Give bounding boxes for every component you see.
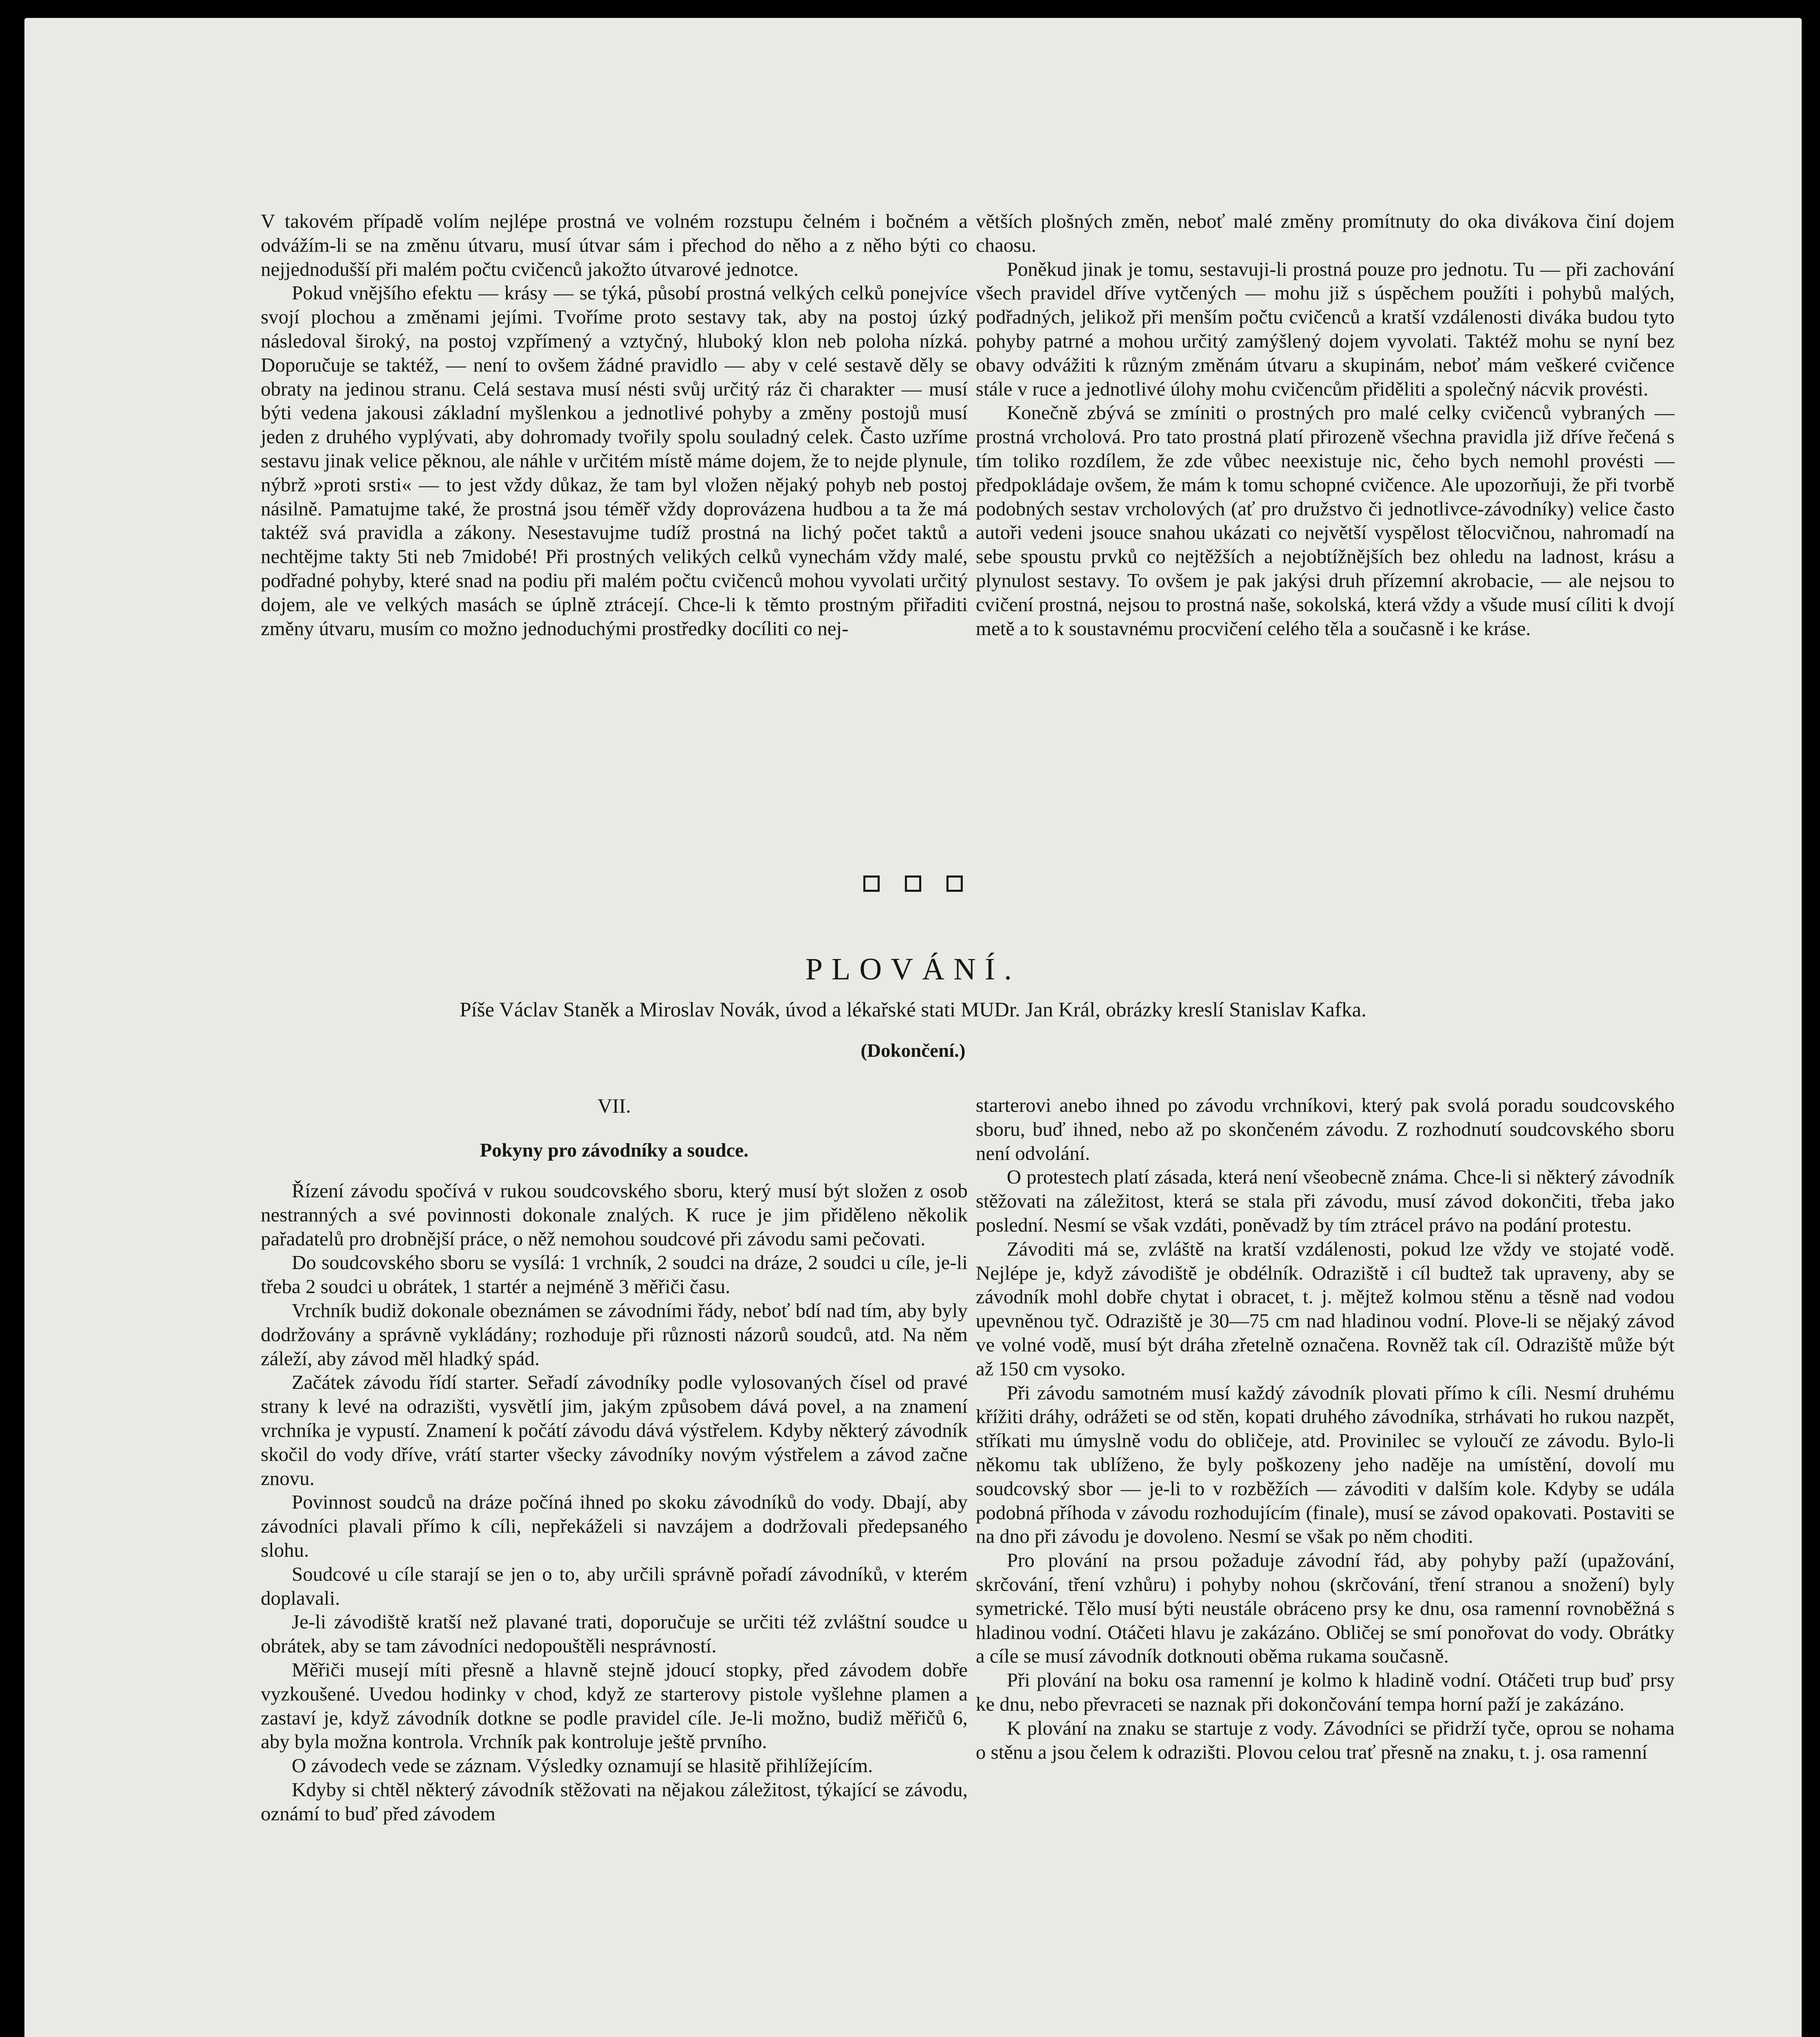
paragraph: Řízení závodu spočívá v rukou soudcovského sboru, který musí být složen z osob nestranných a své povinnosti dokonale znalých. K ruce je jim přiděleno několik pařadatelů pro drobnější práce, o něž nemohou soudcové při závodu sami pečovati. (261, 1179, 968, 1250)
paragraph: Je-li závodiště kratší než plavané trati, doporučuje se určiti též zvláštní soudce u obrátek, aby se tam závodníci nedopouštěli nesprávností. (261, 1610, 968, 1657)
column-top-left (261, 209, 968, 640)
paragraph: Měřiči musejí míti přesně a hlavně stejně jdoucí stopky, před závodem dobře vyzkoušené. Uvedou hodinky v chod, když ze starterovy pistole vyšlehne plamen a zastaví je, když závodník dotkne se podle pravidel cíle. Je-li možno, budiž měřičů 6, aby byla možna kontrola. Vrchník pak kontroluje ještě prvního. (261, 1658, 968, 1753)
section-divider (24, 876, 1802, 892)
article-title: PLOVÁNÍ. (805, 952, 1021, 986)
page-sheet (24, 18, 1802, 2037)
paragraph: Při závodu samotném musí každý závodník plovati přímo k cíli. Nesmí druhému křížiti dráhy, odrážeti se od stěn, kopati druhého závodníka, strhávati ho rukou nazpět, stříkati mu úmyslně vodu do obličeje, atd. Provinilec se vyloučí ze závodu. Bylo-li někomu tak ublíženo, že byly poškozeny jeho naděje na umístění, dovolí mu soudcovský sbor — je-li to v rozběžích — závoditi v dalším kole. Kdyby se udála podobná příhoda v závodu rozhodujícím (finale), musí se závod opakovati. Postaviti se na dno při závodu je dovoleno. Nesmí se však po něm choditi. (976, 1381, 1675, 1548)
column-bottom-left (261, 1179, 968, 1826)
section-number: VII. (597, 1094, 631, 1117)
article-byline: Píše Václav Staněk a Miroslav Novák, úvod a lékařské stati MUDr. Jan Král, obrázky kreslí Stanislav Kafka. (460, 999, 1367, 1021)
paragraph: O protestech platí zásada, která není všeobecně známa. Chce-li si některý závodník stěžovati na záležitost, která se stala při závodu, musí závod dokončiti, třeba jako poslední. Nesmí se však vzdáti, poněvadž by tím ztrácel právo na podání protestu. (976, 1166, 1675, 1236)
paragraph: Závoditi má se, zvláště na kratší vzdálenosti, pokud lze vždy ve stojaté vodě. Nejlépe je, když závodiště je obdélník. Odraziště i cíl budtež tak upraveny, aby se závodník mohl dobře chytat i obracet, t. j. mějtež kolmou stěnu a těsně nad vodou upevněnou tyč. Odraziště je 30—75 cm nad hladinou vodní. Plove-li se nějaký závod ve volné vodě, musí být dráha zřetelně označena. Rovněž tak cíl. Odraziště může být až 150 cm vysoko. (976, 1237, 1675, 1380)
paragraph: Do soudcovského sboru se vysílá: 1 vrchník, 2 soudci na dráze, 2 soudci u cíle, je-li třeba 2 soudci u obrátek, 1 startér a nejméně 3 měřiči času. (261, 1251, 968, 1298)
divider-square-icon (946, 876, 963, 892)
paragraph: Konečně zbývá se zmíniti o prostných pro malé celky cvičenců vybraných — prostná vrcholová. Pro tato prostná platí přirozeně všechna pravidla již dříve řečená s tím toliko rozdílem, že zde vůbec neexistuje nic, čeho bych nemohl provésti — předpokládaje ovšem, že mám k tomu schopné cvičence. Ale upozorňuji, že při tvorbě podobných sestav vrcholových (ať pro družstvo či jednotlivce-závodníky) velice často autoři vedeni jsouce snahou ukázati co největší vyspělost tělocvičnou, nahromadí na sebe spoustu prvků co nejtěžších a nejobtížnějších bez ohledu na ladnost, krásu a plynulost sestavy. To ovšem je pak jakýsi druh přízemní akrobacie, — ale nejsou to cvičení prostná, nejsou to prostná naše, sokolská, která vždy a všude musí cíliti k dvojí metě a to k soustavnému procvičení celého těla a současně i ke kráse. (976, 401, 1675, 640)
paragraph: Vrchník budiž dokonale obeznámen se závodními řády, neboť bdí nad tím, aby byly dodržovány a správně vykládány; rozhoduje při různosti názorů soudců, atd. Na něm záleží, aby závod měl hladký spád. (261, 1299, 968, 1370)
paragraph: Povinnost soudců na dráze počíná ihned po skoku závodníků do vody. Dbají, aby závodníci plavali přímo k cíli, nepřekáželi si navzájem a dodržovali předepsaného slohu. (261, 1491, 968, 1561)
paragraph: Pro plování na prsou požaduje závodní řád, aby pohyby paží (upažování, skrčování, tření vzhůru) i pohyby nohou (skrčování, tření stranou a snožení) byly symetrické. Tělo musí býti neustále obráceno prsy ke dnu, osa ramenní rovnoběžná s hladinou vodní. Otáčeti hlavu je zakázáno. Obličej se smí ponořovat do vody. Obrátky a cíle se musí závodník dotknouti oběma rukama současně. (976, 1549, 1675, 1667)
column-top-right (976, 209, 1675, 640)
paragraph: Začátek závodu řídí starter. Seřadí závodníky podle vylosovaných čísel od pravé strany k levé na odrazišti, vysvětlí jim, jakým způsobem dává povel, a na znamení vrchníka je vypustí. Znamení k počátí závodu dává výstřelem. Kdyby některý závodník skočil do vody dříve, vrátí starter všecky závodníky novým výstřelem a závod začne znovu. (261, 1371, 968, 1489)
divider-square-icon (905, 876, 921, 892)
paragraph: K plování na znaku se startuje z vody. Závodníci se přidrží tyče, oprou se nohama o stěnu a jsou čelem k odrazišti. Plovou celou trať přesně na znaku, t. j. osa ramenní (976, 1716, 1675, 1763)
paragraph: Pokud vnějšího efektu — krásy — se týká, působí prostná velkých celků ponejvíce svojí plochou a změnami jejími. Tvoříme proto sestavy tak, aby na postoj úzký následoval široký, na postoj vzpřímený a vztyčný, hluboký klon neb poloha nízká. Doporučuje se taktéž, — není to ovšem žádné pravidlo — aby v celé sestavě děly se obraty na jedinou stranu. Celá sestava musí nésti svůj určitý ráz či charakter — musí býti vedena jakousi základní myšlenkou a jednotlivé pohyby a změny postojů musí jeden z druhého vyplývati, aby dohromady tvořily spolu souladný celek. Často uzříme sestavu jinak velice pěknou, ale náhle v určitém místě máme dojem, že to nejde plynule, nýbrž »proti srsti« — to jest vždy důkaz, že tam byl vložen nějaký pohyb neb postoj násilně. Pamatujme také, že prostná jsou téměř vždy doprovázena hudbou a ta že má taktéž svá pravidla a zákony. Nesestavujme tudíž prostná na lichý počet taktů a nechtějme takty 5ti neb 7midobé! Při prostných velikých celků vynechám vždy malé, podřadné pohyby, které snad na podiu při malém počtu cvičenců mohou vyvolati určitý dojem, ale ve velkých masách se úplně ztrácejí. Chce-li k těmto prostným přiřaditi změny útvaru, musím co možno jednoduchými prostředky docíliti co nej- (261, 282, 968, 640)
divider-square-icon (863, 876, 880, 892)
paragraph: starterovi anebo ihned po závodu vrchníkovi, který pak svolá poradu soudcovského sboru, buď ihned, nebo až po skončeném závodu. Z rozhodnutí soudcovského sboru není odvolání. (976, 1094, 1675, 1164)
paragraph: O závodech vede se záznam. Výsledky oznamují se hlasitě přihlížejícím. (292, 1754, 873, 1777)
paragraph: Kdyby si chtěl některý závodník stěžovati na nějakou záležitost, týkající se závodu, oznámí to buď před závodem (261, 1778, 968, 1825)
article-continued-note: (Dokončení.) (860, 1040, 966, 1061)
paragraph: Soudcové u cíle starají se jen o to, aby určili správně pořadí závodníků, v kterém doplavali. (261, 1562, 968, 1609)
section-subtitle: Pokyny pro závodníky a soudce. (480, 1139, 749, 1161)
paragraph: V takovém případě volím nejlépe prostná ve volném rozstupu čelném i bočném a odvážím-li se na změnu útvaru, musí útvar sám i přechod do něho a z něho býti co nejjednodušší při malém počtu cvičenců jakožto útvarové jednotce. (261, 210, 968, 280)
paragraph: Poněkud jinak je tomu, sestavuji-li prostná pouze pro jednotu. Tu — při zachování všech pravidel dříve vytčených — mohu již s úspěchem použíti i pohybů malých, podřadných, jelikož při menším počtu cvičenců a kratší vzdálenosti diváka budou tyto pohyby patrné a mohou určitý zamýšlený dojem vyvolati. Taktéž mohu se nyní bez obavy odvážiti k různým změnám útvaru a skupinám, neboť mám veškeré cvičence stále v ruce a jednotlivé úlohy mohu cvičencům přiděliti a společný nácvik provésti. (976, 257, 1675, 400)
paragraph: větších plošných změn, neboť malé změny promítnuty do oka divákova činí dojem chaosu. (976, 210, 1675, 256)
column-bottom-right (976, 1093, 1675, 1764)
paragraph: Při plování na boku osa ramenní je kolmo k hladině vodní. Otáčeti trup buď prsy ke dnu, nebo převraceti se naznak při dokončování tempa horní paží je zakázáno. (976, 1669, 1675, 1715)
